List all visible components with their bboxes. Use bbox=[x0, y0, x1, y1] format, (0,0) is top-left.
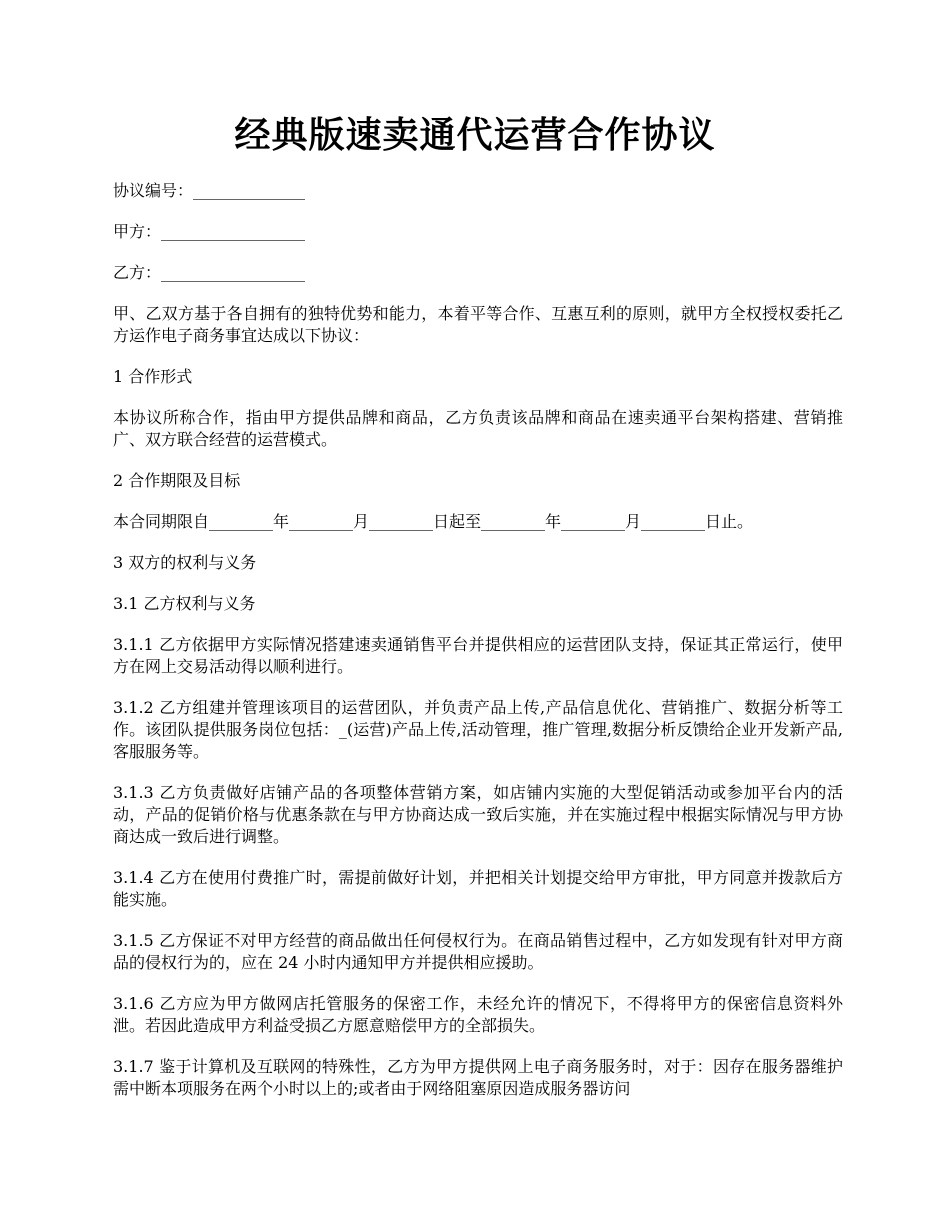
document-title: 经典版速卖通代运营合作协议 bbox=[234, 115, 716, 156]
subsection-heading-3-1: 3.1 乙方权利与义务 bbox=[113, 594, 256, 613]
clause-3-1-7: 3.1.7 鉴于计算机及互联网的特殊性，乙方为甲方提供网上电子商务服务时，对于：因存在服务器维护需中断本项服务在两个小时以上的;或者由于网络阻塞原因造成服务器访问 bbox=[113, 1057, 843, 1098]
section-heading-3: 3 双方的权利与义务 bbox=[113, 553, 257, 572]
section-heading-1: 1 合作形式 bbox=[113, 367, 193, 386]
clause-3-1-1: 3.1.1 乙方依据甲方实际情况搭建速卖通销售平台并提供相应的运营团队支持，保证其正常运行，使甲方在网上交易活动得以顺利进行。 bbox=[113, 635, 843, 676]
document-body bbox=[113, 180, 843, 1100]
clause-3-1-4: 3.1.4 乙方在使用付费推广时，需提前做好计划，并把相关计划提交给甲方审批，甲方同意并拨款后方能实施。 bbox=[113, 868, 843, 909]
section-heading-2: 2 合作期限及目标 bbox=[113, 471, 241, 490]
preamble-paragraph: 甲、乙双方基于各自拥有的独特优势和能力，本着平等合作、互惠互利的原则，就甲方全权授权委托乙方运作电子商务事宜达成以下协议： bbox=[113, 304, 843, 345]
party-a-line: 甲方：__________________ bbox=[113, 222, 306, 241]
clause-3-1-6: 3.1.6 乙方应为甲方做网店托管服务的保密工作，未经允许的情况下，不得将甲方的保密信息资料外泄。若因此造成甲方利益受损乙方愿意赔偿甲方的全部损失。 bbox=[113, 994, 843, 1035]
contract-term-line: 本合同期限自________年________月________日起至________年________月________日止。 bbox=[113, 512, 754, 531]
party-b-line: 乙方：__________________ bbox=[113, 263, 306, 282]
clause-3-1-3: 3.1.3 乙方负责做好店铺产品的各项整体营销方案，如店铺内实施的大型促销活动或参加平台内的活动，产品的促销价格与优惠条款在与甲方协商达成一致后实施，并在实施过程中根据实际情况与甲方协商达成一致后进行调整。 bbox=[113, 783, 843, 846]
agreement-number-line: 协议编号：______________ bbox=[113, 181, 306, 200]
section-1-paragraph: 本协议所称合作，指由甲方提供品牌和商品，乙方负责该品牌和商品在速卖通平台架构搭建、营销推广、双方联合经营的运营模式。 bbox=[113, 408, 843, 449]
clause-3-1-2: 3.1.2 乙方组建并管理该项目的运营团队，并负责产品上传,产品信息优化、营销推广、数据分析等工作。该团队提供服务岗位包括：_(运营)产品上传,活动管理，推广管理,数据分析反馈给企业开发新产品,客服服务等。 bbox=[113, 698, 843, 761]
clause-3-1-5: 3.1.5 乙方保证不对甲方经营的商品做出任何侵权行为。在商品销售过程中，乙方如发现有针对甲方商品的侵权行为的，应在 24 小时内通知甲方并提供相应援助。 bbox=[113, 931, 843, 972]
